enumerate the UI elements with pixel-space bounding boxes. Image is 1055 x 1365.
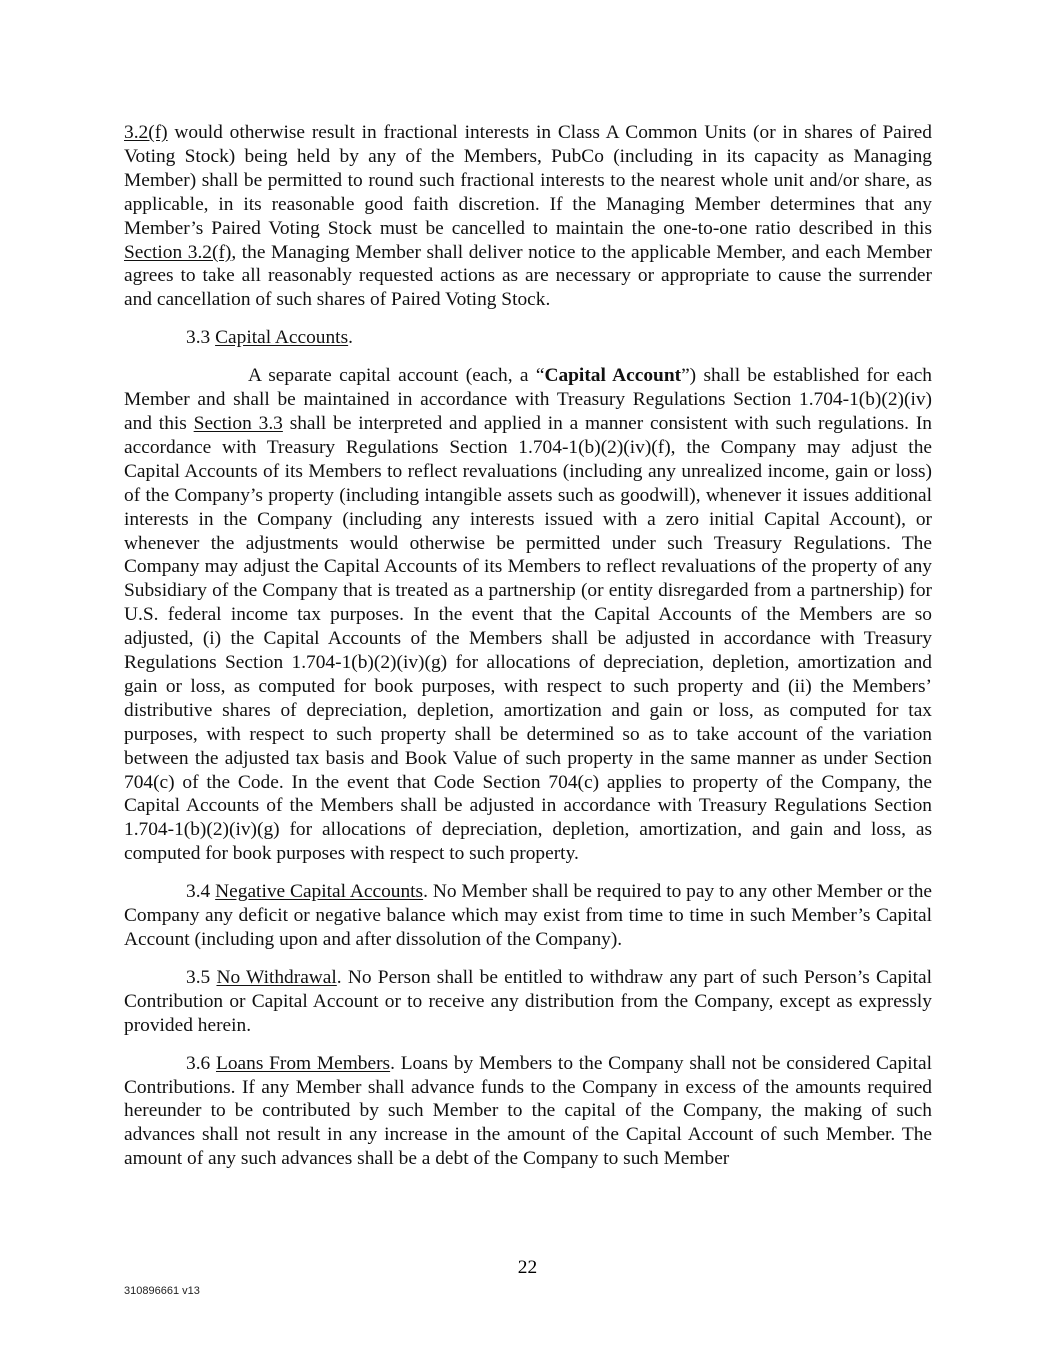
section-ref-link: Section 3.3 [193,412,283,434]
section-3-6 [124,1052,932,1172]
paragraph-text: . No Person shall be entitled to withdraw any part of such Person’s Capital Contribution or Capital Account or to receive any distribution from the Company, except as expressly provided herein. [124,966,932,1036]
paragraph-text: ”) shall be established for each Member and shall be maintained in accordance with Treasury Regulations Section 1.704-1(b)(2)(iv) and this [124,365,932,434]
page-number: 22 [517,1257,538,1278]
section-ref-link: 3.2(f) [124,122,168,143]
paragraph-text: A separate capital account (each, a “ [248,365,545,387]
section-number: 3.5 [186,966,217,988]
paragraph-text: would otherwise result in fractional interests in Class A Common Units (or in shares of Paired Voting Stock) being held by any of the Members, PubCo (including in its capacity as Managing Member) shall be permitted to round such fractional interests to the nearest whole unit and/or share, as applicable, in its reasonable good faith discretion. If the Managing Member determines that any Member’s Paired Voting Stock must be cancelled to maintain the one-to-one ratio described in this [124,122,932,239]
paragraph-text: shall be interpreted and applied in a manner consistent with such regulations. In accordance with Treasury Regulations Section 1.704-1(b)(2)(iv)(f), the Company may adjust the Capital Accounts of its Members to reflect revaluations (including any unrealized income, gain or loss) of the Company’s property (including intangible assets such as goodwill), whenever it issues additional interests in the Company (including any interests issued with a zero initial Capital Account), or whenever the adjustments would otherwise be permitted under such Treasury Regulations. The Company may adjust the Capital Accounts of its Members to reflect revaluations of the property of any Subsidiary of the Company that is treated as a partnership (or entity disregarded from a partnership) for U.S. federal income tax purposes. In the event that the Capital Accounts of the Members are so adjusted, (i) the Capital Accounts of the Members shall be adjusted in accordance with Treasury Regulations Section 1.704-1(b)(2)(iv)(g) for allocations of depreciation, depletion, amortization and gain or loss, as computed for book purposes, with respect to such property and (ii) the Members’ distributive shares of depreciation, depletion, amortization and gain or loss, as computed for tax purposes, with respect to such property shall be determined so as to take account of the variation between the adjusted tax basis and Book Value of such property in the same manner as under Section 704(c) of the Code. In the event that Code Section 704(c) applies to property of the Company, the Capital Accounts of the Members shall be adjusted in accordance with Treasury Regulations Section 1.704-1(b)(2)(iv)(g) for allocations of depreciation, depletion, amortization, and gain and loss, as computed for book purposes with respect to such property. [124,412,933,865]
section-number: 3.4 [186,881,216,903]
section-title: Loans From Members [215,1052,391,1074]
section-number: 3.3 [186,327,216,349]
section-title: No Withdrawal [216,966,337,988]
section-number: 3.6 [186,1052,216,1074]
section-3-3-heading [124,326,932,350]
section-title: Capital Accounts [215,327,349,349]
document-body [124,121,932,1171]
paragraph-text: , the Managing Member shall deliver notice to the applicable Member, and each Member agrees to take all reasonably requested actions as are necessary or appropriate to cause the surrender and cancellation of such shares of Paired Voting Stock. [124,241,932,311]
paragraph-text: . Loans by Members to the Company shall not be considered Capital Contributions. If any Member shall advance funds to the Company in excess of the amounts required hereunder to be contributed by such Member to the capital of the Company, the making of such advances shall not result in any increase in the amount of the Capital Account of such Member. The amount of any such advances shall be a debt of the Company to such Member [124,1052,932,1170]
heading-punct: . [348,327,353,349]
section-3-5 [124,966,932,1038]
section-3-4 [124,880,932,952]
section-title: Negative Capital Accounts [215,881,424,903]
section-3-3-body [124,364,932,866]
paragraph-intro [124,121,932,312]
document-id: 310896661 v13 [124,1285,200,1297]
defined-term: Capital Account [544,365,682,387]
section-ref-link: Section 3.2(f) [124,241,232,263]
paragraph-text: . No Member shall be required to pay to any other Member or the Company any deficit or negative balance which may exist from time to time in such Member’s Capital Account (including upon and after dissolution of the Company). [124,881,932,950]
